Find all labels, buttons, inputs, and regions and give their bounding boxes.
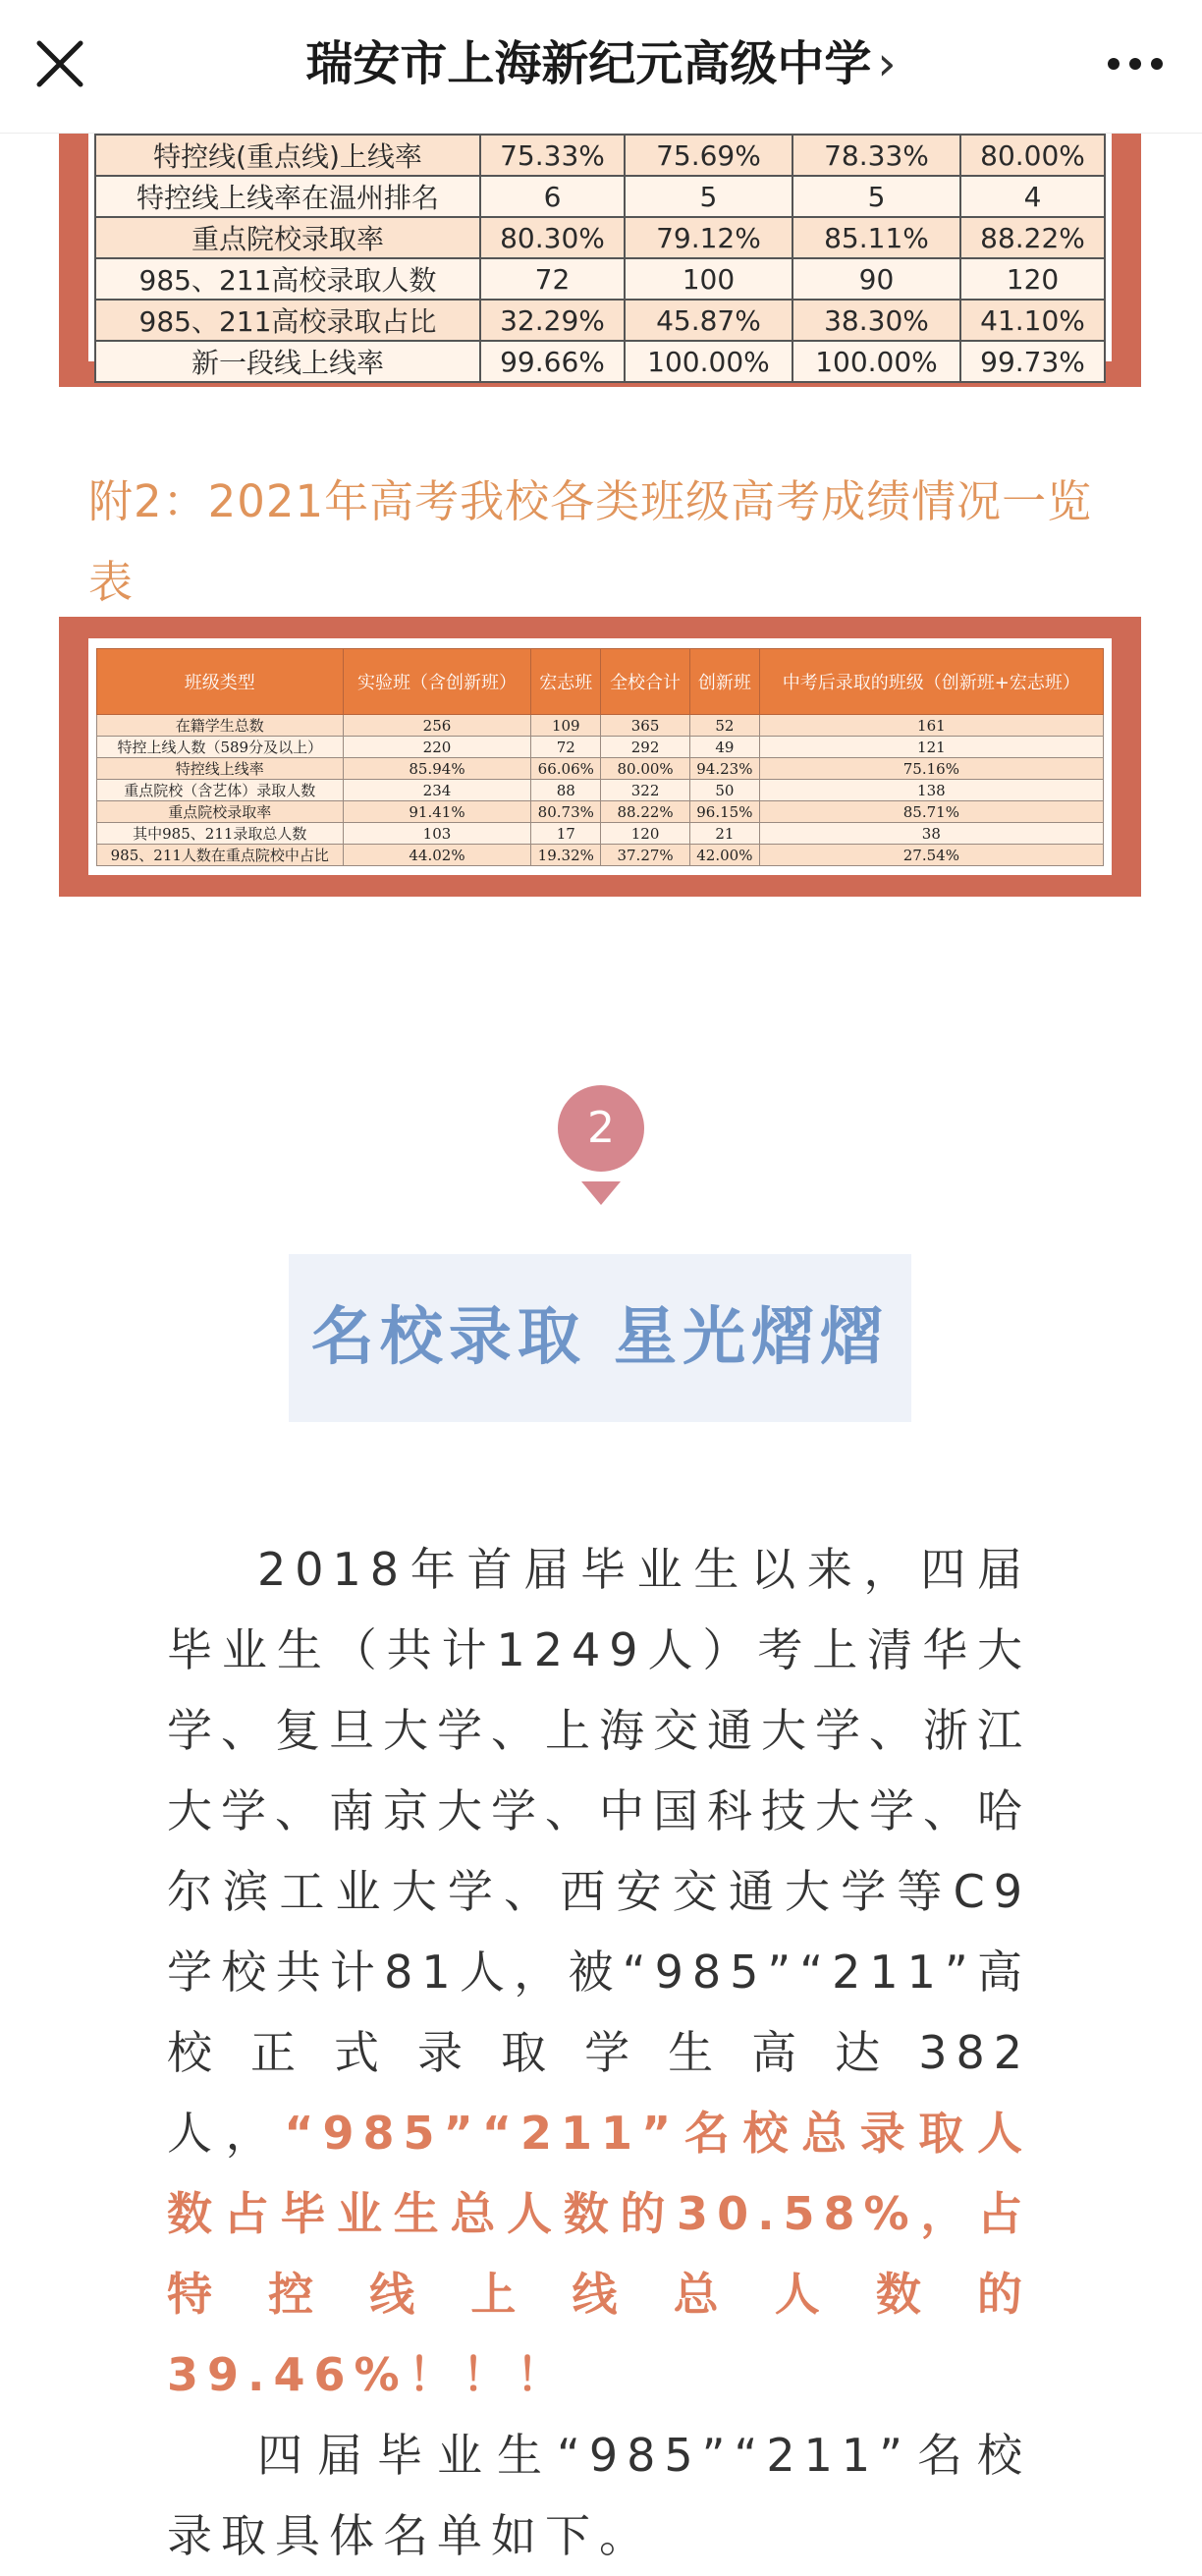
table-cell: 100.00% bbox=[792, 341, 960, 382]
table-cell: 19.32% bbox=[531, 845, 601, 866]
table-cell: 88.22% bbox=[601, 801, 690, 823]
table-cell: 38 bbox=[759, 823, 1103, 845]
table-cell: 88 bbox=[531, 780, 601, 801]
table-row bbox=[97, 780, 1104, 801]
column-header: 班级类型 bbox=[97, 649, 344, 715]
table-cell: 4 bbox=[960, 176, 1105, 217]
table-row bbox=[95, 258, 1105, 300]
table2-image-frame[interactable] bbox=[59, 617, 1141, 897]
account-title: 瑞安市上海新纪元高级中学 bbox=[305, 36, 872, 91]
section-heading: 名校录取 星光熠熠 bbox=[289, 1254, 911, 1422]
highlighted-statistic: “985”“211”名校总录取人数占毕业生总人数的30.58%，占特控线上线总人数的39.46%！！！ bbox=[167, 2107, 1031, 2401]
chevron-right-icon: › bbox=[877, 36, 897, 91]
table-row bbox=[97, 715, 1104, 737]
row-label: 特控线上线率 bbox=[97, 758, 344, 780]
table-cell: 27.54% bbox=[759, 845, 1103, 866]
table-cell: 120 bbox=[601, 823, 690, 845]
table-cell: 75.16% bbox=[759, 758, 1103, 780]
table-row bbox=[97, 737, 1104, 758]
table-cell: 365 bbox=[601, 715, 690, 737]
table-cell: 85.94% bbox=[343, 758, 531, 780]
table-cell: 41.10% bbox=[960, 300, 1105, 341]
table-cell: 322 bbox=[601, 780, 690, 801]
table-row bbox=[95, 135, 1105, 176]
row-label: 重点院校录取率 bbox=[95, 217, 480, 258]
more-dots-icon[interactable] bbox=[1104, 49, 1167, 79]
table-cell: 80.00% bbox=[960, 135, 1105, 176]
table-cell: 90 bbox=[792, 258, 960, 300]
table-cell: 45.87% bbox=[625, 300, 792, 341]
table-cell: 17 bbox=[531, 823, 601, 845]
row-label: 985、211人数在重点院校中占比 bbox=[97, 845, 344, 866]
table-row bbox=[97, 758, 1104, 780]
table-cell: 37.27% bbox=[601, 845, 690, 866]
table-cell: 6 bbox=[480, 176, 625, 217]
results-table-2018-2021 bbox=[94, 134, 1106, 383]
table-row bbox=[97, 845, 1104, 866]
table-row bbox=[97, 801, 1104, 823]
table-cell: 79.12% bbox=[625, 217, 792, 258]
section-number-badge: 2 bbox=[558, 1085, 644, 1172]
table-row bbox=[97, 823, 1104, 845]
table-cell: 44.02% bbox=[343, 845, 531, 866]
table-row bbox=[95, 176, 1105, 217]
table-cell: 75.69% bbox=[625, 135, 792, 176]
row-label: 特控上线人数（589分及以上） bbox=[97, 737, 344, 758]
table-cell: 99.66% bbox=[480, 341, 625, 382]
table-cell: 100 bbox=[625, 258, 792, 300]
column-header: 全校合计 bbox=[601, 649, 690, 715]
table-cell: 96.15% bbox=[690, 801, 760, 823]
article-paragraph-1 bbox=[167, 1529, 1031, 2415]
table-cell: 85.11% bbox=[792, 217, 960, 258]
table-cell: 109 bbox=[531, 715, 601, 737]
table-cell: 80.30% bbox=[480, 217, 625, 258]
table1-image-frame[interactable] bbox=[59, 134, 1141, 387]
table-cell: 161 bbox=[759, 715, 1103, 737]
paragraph-text: 2018年首届毕业生以来，四届毕业生（共计1249人）考上清华大学、复旦大学、上海交通大学、浙江大学、南京大学、中国科技大学、哈尔滨工业大学、西安交通大学等C9学校共计81人，被“985”“211”高校正式录取学生高达382人， bbox=[167, 1543, 1031, 2160]
row-label: 在籍学生总数 bbox=[97, 715, 344, 737]
table-cell: 42.00% bbox=[690, 845, 760, 866]
article-body bbox=[167, 1529, 1031, 2576]
table-cell: 103 bbox=[343, 823, 531, 845]
row-label: 重点院校录取率 bbox=[97, 801, 344, 823]
account-title-link[interactable] bbox=[0, 33, 1202, 94]
table-cell: 32.29% bbox=[480, 300, 625, 341]
appendix-title: 附2：2021年高考我校各类班级高考成绩情况一览表 bbox=[88, 475, 1093, 608]
row-label: 新一段线上线率 bbox=[95, 341, 480, 382]
table-cell: 138 bbox=[759, 780, 1103, 801]
row-label: 重点院校（含艺体）录取人数 bbox=[97, 780, 344, 801]
table-cell: 91.41% bbox=[343, 801, 531, 823]
table-cell: 50 bbox=[690, 780, 760, 801]
row-label: 特控线上线率在温州排名 bbox=[95, 176, 480, 217]
table-cell: 100.00% bbox=[625, 341, 792, 382]
row-label: 985、211高校录取占比 bbox=[95, 300, 480, 341]
article-paragraph-2: 四届毕业生“985”“211”名校录取具体名单如下。 bbox=[167, 2429, 1031, 2562]
table-cell: 5 bbox=[625, 176, 792, 217]
table-cell: 5 bbox=[792, 176, 960, 217]
row-label: 985、211高校录取人数 bbox=[95, 258, 480, 300]
table-cell: 72 bbox=[480, 258, 625, 300]
class-results-table-2021 bbox=[96, 648, 1104, 866]
table-cell: 85.71% bbox=[759, 801, 1103, 823]
column-header: 中考后录取的班级（创新班+宏志班） bbox=[759, 649, 1103, 715]
table-row bbox=[95, 217, 1105, 258]
table-cell: 49 bbox=[690, 737, 760, 758]
table-cell: 88.22% bbox=[960, 217, 1105, 258]
table-row bbox=[95, 341, 1105, 382]
column-header: 宏志班 bbox=[531, 649, 601, 715]
column-header: 创新班 bbox=[690, 649, 760, 715]
table-cell: 66.06% bbox=[531, 758, 601, 780]
column-header: 实验班（含创新班） bbox=[343, 649, 531, 715]
table-cell: 256 bbox=[343, 715, 531, 737]
table-cell: 80.73% bbox=[531, 801, 601, 823]
table-cell: 94.23% bbox=[690, 758, 760, 780]
row-label: 特控线(重点线)上线率 bbox=[95, 135, 480, 176]
table-cell: 52 bbox=[690, 715, 760, 737]
table-cell: 220 bbox=[343, 737, 531, 758]
table-cell: 72 bbox=[531, 737, 601, 758]
section-pointer-icon bbox=[581, 1181, 621, 1205]
row-label: 其中985、211录取总人数 bbox=[97, 823, 344, 845]
table-row bbox=[95, 300, 1105, 341]
table-cell: 75.33% bbox=[480, 135, 625, 176]
table-cell: 80.00% bbox=[601, 758, 690, 780]
table-cell: 292 bbox=[601, 737, 690, 758]
table-cell: 234 bbox=[343, 780, 531, 801]
table-cell: 21 bbox=[690, 823, 760, 845]
table-cell: 121 bbox=[759, 737, 1103, 758]
top-nav-bar bbox=[0, 0, 1202, 134]
table-cell: 120 bbox=[960, 258, 1105, 300]
table-cell: 99.73% bbox=[960, 341, 1105, 382]
table-cell: 38.30% bbox=[792, 300, 960, 341]
table-cell: 78.33% bbox=[792, 135, 960, 176]
